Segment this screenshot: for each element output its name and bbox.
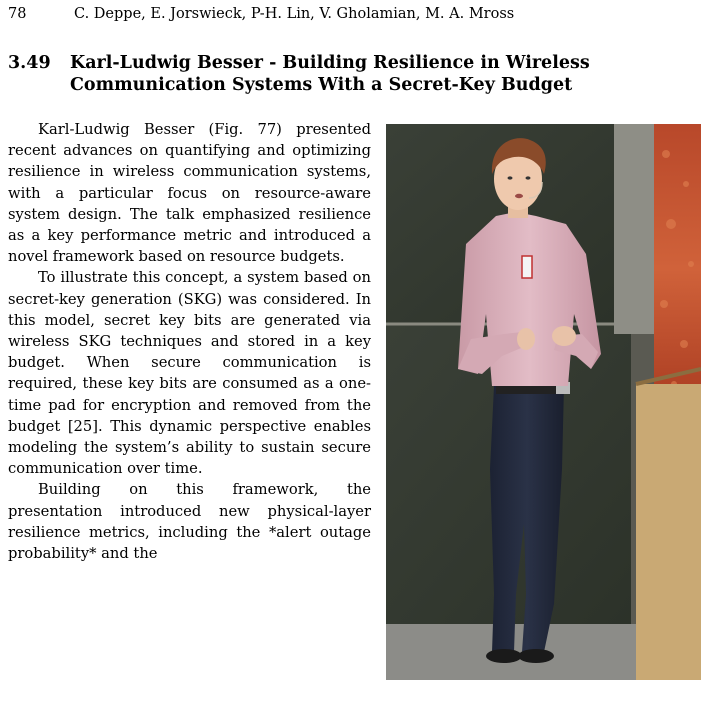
running-authors: C. Deppe, E. Jorswieck, P-H. Lin, V. Gholamian, M. A. Mross <box>74 6 515 22</box>
page-number: 78 <box>8 6 27 22</box>
paragraph: Building on this framework, the presentation introduced new physical-layer resilience metrics, including the *alert outage probability* and the <box>8 481 371 563</box>
speaker-photo <box>386 124 701 680</box>
section-title: Karl-Ludwig Besser - Building Resilience in Wireless Communication Systems With a Secret-Key Budget <box>70 53 590 95</box>
paragraph: To illustrate this concept, a system based on secret-key generation (SKG) was considered. In this model, secret key bits are generated via wireless SKG techniques and stored in a key budget. When secure communication is required, these key bits are consumed as a one-time pad for encryption and removed from the budget [25]. This dynamic perspective enables modeling the system’s ability to sustain secure communication over time. <box>8 269 371 478</box>
body-text <box>8 119 371 564</box>
speaker-photo-icon <box>386 124 701 680</box>
running-header <box>8 3 698 25</box>
paragraph: Karl-Ludwig Besser (Fig. 77) presented recent advances on quantifying and optimizing resilience in wireless communication systems, with a particular focus on resource-aware system design. The talk emphasized resilience as a key performance metric and introduced a novel framework based on resource budgets. <box>8 121 371 266</box>
section-number: 3.49 <box>8 53 51 73</box>
